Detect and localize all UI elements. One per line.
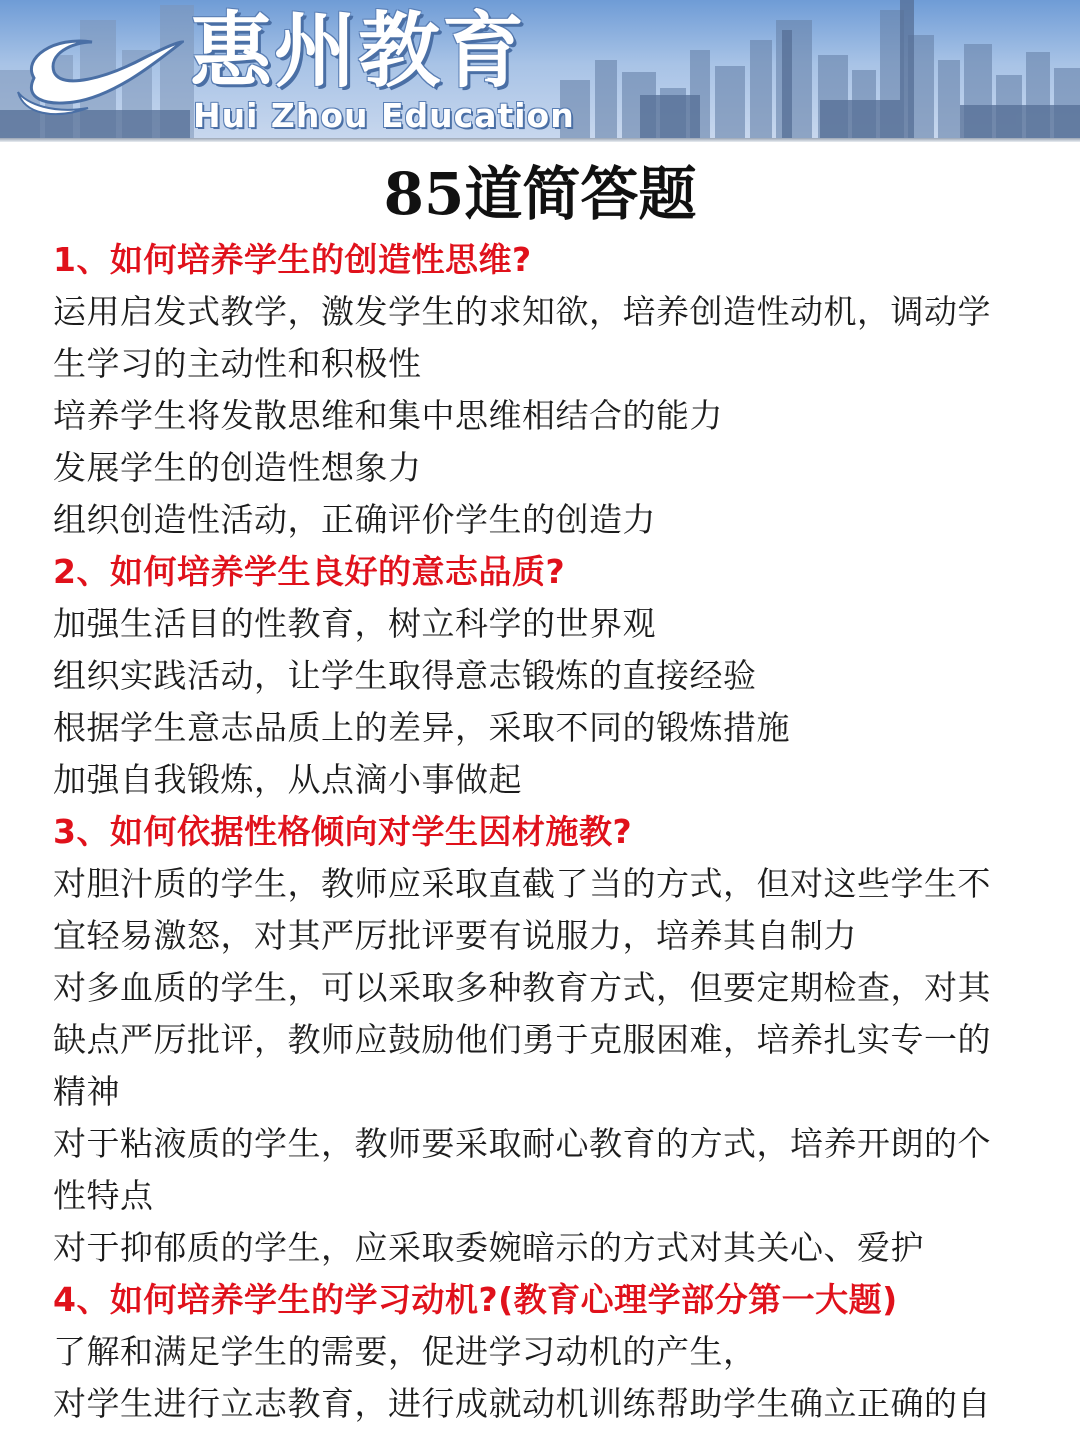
- answer-line: 对于抑郁质的学生，应采取委婉暗示的方式对其关心、爱护: [53, 1228, 924, 1267]
- answer-line: 对多血质的学生，可以采取多种教育方式，但要定期检查，对其: [53, 968, 991, 1007]
- answer-line: 对学生进行立志教育，进行成就动机训练帮助学生确立正确的自: [53, 1384, 991, 1423]
- answer-line: 加强自我锻炼，从点滴小事做起: [53, 760, 522, 799]
- answer-line: 组织实践活动，让学生取得意志锻炼的直接经验: [53, 656, 757, 695]
- answer-line: 根据学生意志品质上的差异，采取不同的锻炼措施: [53, 708, 790, 747]
- answer-line: 培养学生将发散思维和集中思维相结合的能力: [53, 396, 723, 435]
- answer-line: 精神: [53, 1072, 120, 1111]
- qa-content: [53, 234, 1033, 1430]
- answer-line: 组织创造性活动，正确评价学生的创造力: [53, 500, 656, 539]
- answer-line: 运用启发式教学，激发学生的求知欲，培养创造性动机，调动学: [53, 292, 991, 331]
- question-heading: 3、如何依据性格倾向对学生因材施教?: [53, 812, 633, 851]
- brand-title-cn: 惠州教育: [190, 4, 527, 99]
- answer-line: 生学习的主动性和积极性: [53, 344, 422, 383]
- answer-line: 性特点: [53, 1176, 154, 1215]
- answer-line: 宜轻易激怒，对其严厉批评要有说服力，培养其自制力: [53, 916, 857, 955]
- brand-title-en: Hui Zhou Education: [193, 96, 575, 135]
- header-banner: [0, 0, 1080, 142]
- answer-line: 缺点严厉批评，教师应鼓励他们勇于克服困难，培养扎实专一的: [53, 1020, 991, 1059]
- banner-divider: [0, 138, 1080, 142]
- answer-line: 加强生活目的性教育，树立科学的世界观: [53, 604, 656, 643]
- answer-line: 发展学生的创造性想象力: [53, 448, 422, 487]
- answer-line: 对胆汁质的学生，教师应采取直截了当的方式，但对这些学生不: [53, 864, 991, 903]
- swoosh-logo-icon: [14, 28, 184, 120]
- answer-line: 对于粘液质的学生，教师要采取耐心教育的方式，培养开朗的个: [53, 1124, 991, 1163]
- question-heading: 1、如何培养学生的创造性思维?: [53, 240, 532, 279]
- page-title: 85道简答题: [383, 160, 697, 228]
- question-heading: 2、如何培养学生良好的意志品质?: [53, 552, 566, 591]
- answer-line: 了解和满足学生的需要，促进学习动机的产生，: [53, 1332, 757, 1371]
- question-heading: 4、如何培养学生的学习动机?(教育心理学部分第一大题): [53, 1280, 898, 1319]
